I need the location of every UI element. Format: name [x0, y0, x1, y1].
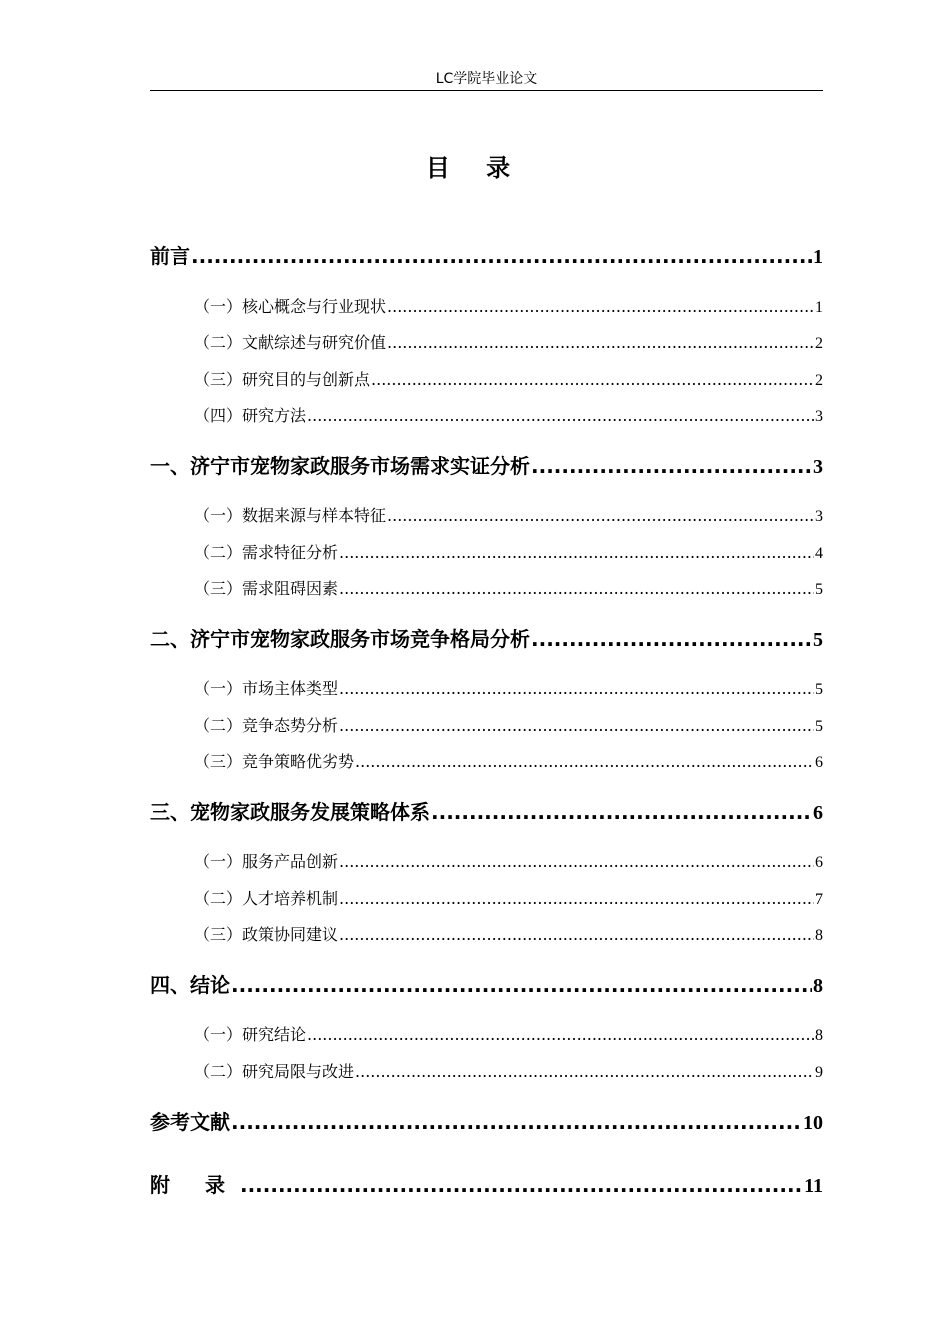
- toc-entry-label: （三）研究目的与创新点: [194, 370, 371, 389]
- toc-entry-page: 5: [815, 718, 823, 735]
- toc-entry-page: 5: [815, 581, 823, 598]
- toc-entry-label: （二）文献综述与研究价值: [194, 333, 387, 352]
- toc-entry[interactable]: [150, 713, 823, 736]
- toc-entry[interactable]: [150, 1022, 823, 1045]
- toc-entry-page: 5: [815, 681, 823, 698]
- toc-entry[interactable]: [150, 576, 823, 599]
- toc-entry[interactable]: [150, 849, 823, 872]
- toc-entry-label: （四）研究方法: [194, 406, 307, 425]
- toc-entry-label: （一）服务产品创新: [194, 852, 339, 871]
- toc-entry-label: 参考文献: [150, 1110, 230, 1134]
- toc-entry-page: 5: [813, 629, 823, 651]
- toc-entry-page: 6: [815, 854, 823, 871]
- toc-entry[interactable]: [150, 922, 823, 945]
- toc-entry[interactable]: [150, 540, 823, 563]
- toc-entry-label: 二、济宁市宠物家政服务市场竞争格局分析: [150, 627, 530, 651]
- toc-entry[interactable]: [150, 1059, 823, 1082]
- toc-entry-page: 6: [815, 754, 823, 771]
- toc-entry[interactable]: [150, 676, 823, 699]
- toc-entry-chapter-4[interactable]: [150, 969, 823, 998]
- toc-entry-page: 4: [815, 545, 823, 562]
- page-title: 目 录: [425, 154, 525, 182]
- toc-entry-page: 1: [815, 299, 823, 316]
- toc-entry-chapter-3[interactable]: [150, 796, 823, 825]
- toc-entry-page: 3: [815, 508, 823, 525]
- toc-entry[interactable]: [150, 294, 823, 317]
- toc-entry-page: 1: [813, 246, 823, 268]
- toc-entry[interactable]: [150, 330, 823, 353]
- toc-entry-label: （二）人才培养机制: [194, 889, 339, 908]
- toc-entry-label: 前言: [150, 244, 190, 268]
- toc-entry-page: 7: [815, 891, 823, 908]
- toc-entry-label: （三）竞争策略优劣势: [194, 752, 355, 771]
- toc-entry-page: 3: [813, 456, 823, 478]
- toc-entry-page: 8: [813, 975, 823, 997]
- toc-entry-page: 8: [815, 1027, 823, 1044]
- toc-entry-label: （一）核心概念与行业现状: [194, 297, 387, 316]
- toc-entry-label: （一）数据来源与样本特征: [194, 506, 387, 525]
- toc-entry-page: 11: [804, 1175, 823, 1197]
- toc-entry-label: （一）研究结论: [194, 1025, 307, 1044]
- toc-entry-label: （三）需求阻碍因素: [194, 579, 339, 598]
- toc-entry-references[interactable]: [150, 1106, 823, 1135]
- toc-entry-label: （二）需求特征分析: [194, 543, 339, 562]
- toc-entry-page: 10: [803, 1112, 823, 1134]
- toc-entry-chapter-2[interactable]: [150, 623, 823, 652]
- toc-entry[interactable]: [150, 886, 823, 909]
- toc-entry[interactable]: [150, 749, 823, 772]
- toc-entry-label: 附 录: [150, 1173, 239, 1197]
- toc-entry[interactable]: [150, 403, 823, 426]
- toc-entry-page: 2: [815, 335, 823, 352]
- toc-entry-preface[interactable]: [150, 240, 823, 269]
- toc-entry-label: 四、结论: [150, 973, 230, 997]
- toc-entry[interactable]: [150, 503, 823, 526]
- toc-entry-page: 9: [815, 1064, 823, 1081]
- toc-entry-chapter-1[interactable]: [150, 450, 823, 479]
- toc-entry-page: 8: [815, 927, 823, 944]
- toc-entry-page: 6: [813, 802, 823, 824]
- page-header: [150, 68, 823, 91]
- toc-entry-label: （二）研究局限与改进: [194, 1062, 355, 1081]
- toc-entry-label: （三）政策协同建议: [194, 925, 339, 944]
- toc-entry-label: 一、济宁市宠物家政服务市场需求实证分析: [150, 454, 530, 478]
- header-text: LC学院毕业论文: [435, 71, 538, 87]
- toc-entry[interactable]: [150, 367, 823, 390]
- toc-entry-page: 2: [815, 372, 823, 389]
- toc-entry-label: 三、宠物家政服务发展策略体系: [150, 800, 430, 824]
- toc-entry-label: （一）市场主体类型: [194, 679, 339, 698]
- toc-entry-page: 3: [815, 408, 823, 425]
- toc-entry-appendix[interactable]: [150, 1169, 823, 1198]
- toc-entry-label: （二）竞争态势分析: [194, 716, 339, 735]
